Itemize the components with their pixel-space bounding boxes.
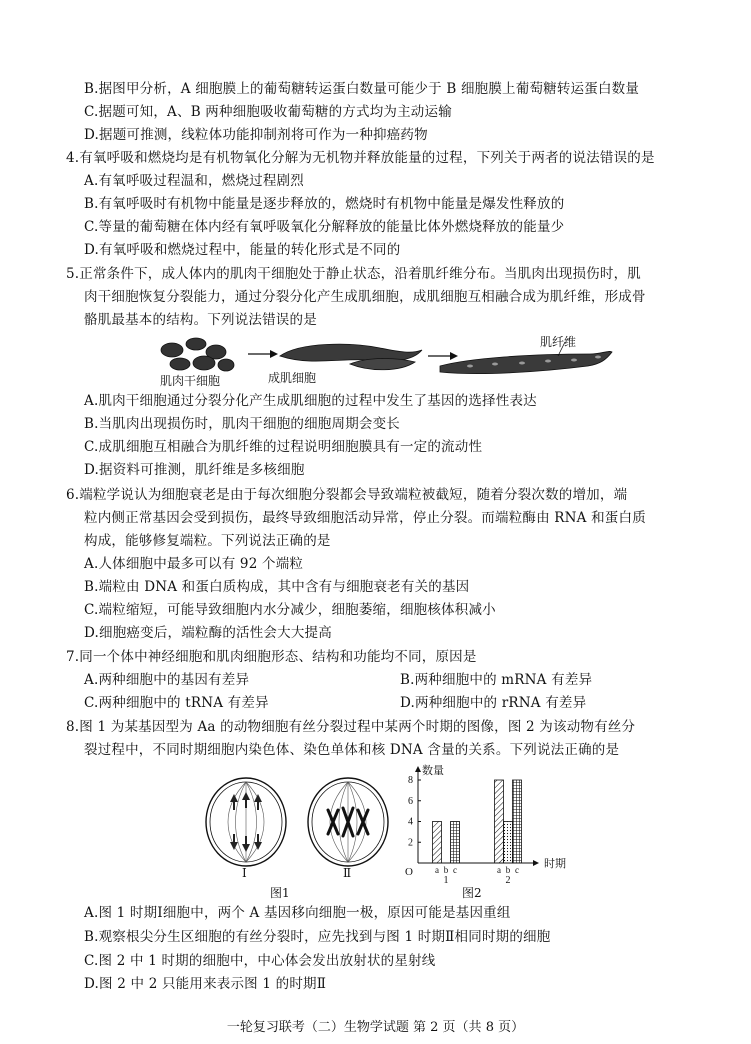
question-6-option-b: B.端粒由 DNA 和蛋白质构成，其中含有与细胞衰老有关的基因 <box>84 579 470 595</box>
question-8-option-a: A.图 1 时期Ⅰ细胞中，两个 A 基因移向细胞一极，原因可能是基因重组 <box>84 905 511 921</box>
question-6-stem-line-1: 6.端粒学说认为细胞衰老是由于每次细胞分裂都会导致端粒被截短，随着分裂次数的增加，端 <box>66 487 628 503</box>
x-axis-label: 时期 <box>544 858 566 870</box>
question-5-option-b: B.当肌肉出现损伤时，肌肉干细胞的细胞周期会变长 <box>84 416 401 432</box>
y-tick-label: 2 <box>408 837 413 849</box>
question-7-option-d: D.两种细胞中的 rRNA 有差异 <box>400 695 587 711</box>
question-4-option-d: D.有氧呼吸和燃烧过程中，能量的转化形式是不同的 <box>84 242 401 258</box>
bar-sub-label: c <box>453 865 457 875</box>
bar-c-1 <box>451 822 460 864</box>
figure-1-diagram <box>198 772 398 874</box>
figure-2-chart <box>398 760 568 890</box>
label-muscle-fiber: 肌纤维 <box>540 335 577 349</box>
question-5-option-a: A.肌肉干细胞通过分裂分化产生成肌细胞的过程中发生了基因的选择性表达 <box>84 393 537 409</box>
question-4-stem: 4.有氧呼吸和燃烧均是有机物氧化分解为无机物并释放能量的过程，下列关于两者的说法错误的是 <box>66 150 655 166</box>
label-cell-I: Ⅰ <box>242 866 247 880</box>
question-5-option-c: C.成肌细胞互相融合为肌纤维的过程说明细胞膜具有一定的流动性 <box>84 439 483 455</box>
y-tick-label: 6 <box>408 795 413 807</box>
question-4-option-a: A.有氧呼吸过程温和，燃烧过程剧烈 <box>84 173 304 189</box>
question-5-stem-line-3: 骼肌最基本的结构。下列说法错误的是 <box>84 312 317 328</box>
question-8-stem-line-1: 8.图 1 为某基因型为 Aa 的动物细胞有丝分裂过程中某两个时期的图像，图 2 为该动物有丝分 <box>66 719 636 735</box>
question-5-stem-line-2: 肉干细胞恢复分裂能力，通过分裂分化产生成肌细胞，成肌细胞互相融合成为肌纤维，形成骨 <box>84 289 646 305</box>
question-4-option-c: C.等量的葡萄糖在体内经有氧呼吸氧化分解释放的能量比体外燃烧释放的能量少 <box>84 219 565 235</box>
cell-II <box>308 778 388 866</box>
page-footer: 一轮复习联考（二）生物学试题 第 2 页（共 8 页） <box>226 1020 525 1035</box>
bar-sub-label: a <box>435 865 439 875</box>
cell-I <box>206 778 286 866</box>
x-axis-arrow <box>533 860 539 866</box>
bar-b-2 <box>504 822 513 864</box>
question-3-option-d: D.据题可推测，线粒体功能抑制剂将可作为一种抑癌药物 <box>84 127 428 143</box>
label-muscle-stem-cell: 肌肉干细胞 <box>160 374 221 388</box>
y-axis-arrow <box>415 766 421 772</box>
label-myoblast: 成肌细胞 <box>268 371 317 385</box>
question-7-option-b: B.两种细胞中的 mRNA 有差异 <box>400 672 593 688</box>
bar-c-2 <box>513 780 522 863</box>
bar-sub-label: b <box>505 865 511 875</box>
bar-sub-label: b <box>443 865 449 875</box>
question-6-stem-line-3: 构成，能够修复端粒。下列说法正确的是 <box>84 533 331 549</box>
bar-a-2 <box>495 780 504 863</box>
y-tick-label: 8 <box>408 775 413 786</box>
figure-1-cells <box>198 772 398 874</box>
figure-2-caption: 图2 <box>462 886 482 900</box>
question-6-option-c: C.端粒缩短，可能导致细胞内水分减少，细胞萎缩，细胞核体积减小 <box>84 602 496 618</box>
category-label: 1 <box>443 875 449 886</box>
y-tick-label: 4 <box>408 816 413 828</box>
chart-labels <box>405 763 566 886</box>
question-7-option-a: A.两种细胞中的基因有差异 <box>84 672 250 688</box>
question-6-stem-line-2: 粒内侧正常基因会受到损伤，最终导致细胞活动异常，停止分裂。而端粒酶由 RNA 和蛋白质 <box>84 510 646 526</box>
question-5-option-d: D.据资料可推测，肌纤维是多核细胞 <box>84 462 305 478</box>
y-axis-label: 数量 <box>422 765 444 777</box>
question-3-option-b: B.据图甲分析，A 细胞膜上的葡萄糖转运蛋白数量可能少于 B 细胞膜上葡萄糖转运蛋白数量 <box>84 81 640 97</box>
category-label: 2 <box>505 875 511 886</box>
bar-a-1 <box>433 822 442 864</box>
question-3-option-c: C.据题可知，A、B 两种细胞吸收葡萄糖的方式均为主动运输 <box>84 104 452 120</box>
question-8-option-c: C.图 2 中 1 时期的细胞中，中心体会发出放射状的星射线 <box>84 953 436 969</box>
figure-1-caption: 图1 <box>270 886 290 900</box>
question-8-stem-line-2: 裂过程中，不同时期细胞内染色体、染色单体和核 DNA 含量的关系。下列说法正确的是 <box>84 742 620 758</box>
question-5-stem-line-1: 5.正常条件下，成人体内的肌肉干细胞处于静止状态，沿着肌纤维分布。当肌肉出现损伤时，肌 <box>66 266 641 282</box>
question-8-option-d: D.图 2 中 2 只能用来表示图 1 的时期Ⅱ <box>84 976 327 992</box>
figure-2-svg <box>398 760 568 890</box>
question-6-option-d: D.细胞癌变后，端粒酶的活性会大大提高 <box>84 625 332 641</box>
bar-sub-label: a <box>497 865 501 875</box>
origin-label: O <box>405 866 413 878</box>
question-4-option-b: B.有氧呼吸时有机物中能量是逐步释放的，燃烧时有机物中能量是爆发性释放的 <box>84 196 565 212</box>
bar-sub-label: c <box>515 865 519 875</box>
question-6-option-a: A.人体细胞中最多可以有 92 个端粒 <box>84 556 304 572</box>
label-cell-II: Ⅱ <box>343 866 352 880</box>
question-7-stem: 7.同一个体中神经细胞和肌肉细胞形态、结构和功能均不同，原因是 <box>66 649 477 665</box>
chart-bars <box>433 780 522 863</box>
question-7-option-c: C.两种细胞中的 tRNA 有差异 <box>84 695 269 711</box>
question-8-option-b: B.观察根尖分生区细胞的有丝分裂时，应先找到与图 1 时期Ⅱ相同时期的细胞 <box>84 929 551 945</box>
